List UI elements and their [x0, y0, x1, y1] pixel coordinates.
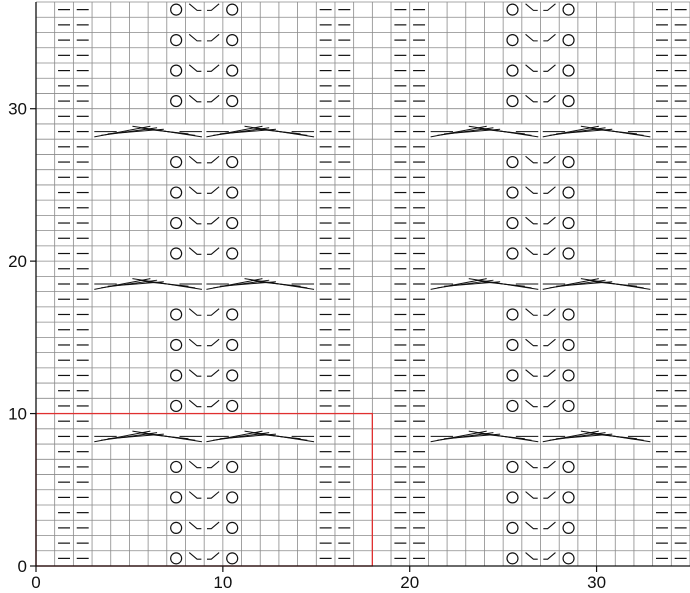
x-tick-label: 10 [213, 573, 233, 592]
y-tick-label: 0 [17, 557, 27, 576]
x-tick-label: 20 [400, 573, 420, 592]
y-tick-label: 10 [8, 404, 27, 424]
y-tick-label: 20 [8, 252, 27, 272]
y-tick-label: 30 [8, 99, 27, 119]
x-tick-label: 0 [31, 573, 41, 592]
x-tick-label: 30 [587, 573, 607, 592]
